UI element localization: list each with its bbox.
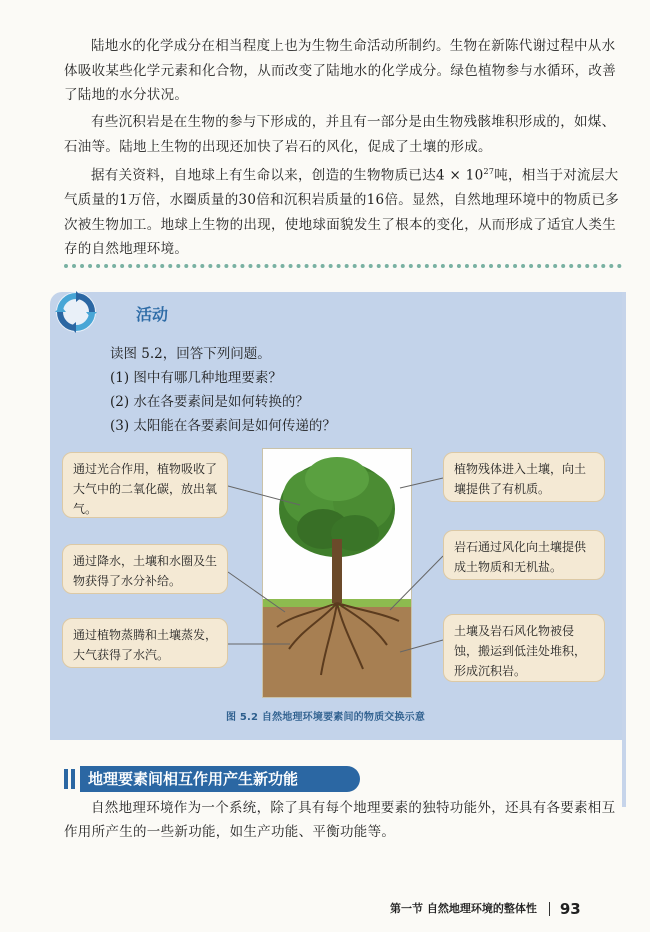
footer-section-label: 第一节 自然地理环境的整体性 [390,902,537,915]
section-heading-title: 地理要素间相互作用产生新功能 [80,766,360,792]
section-heading [64,766,386,792]
page-footer [390,900,581,918]
exponent: 27 [483,167,495,176]
paragraph-3-end: 吨，相当于对流层大气质量的1万倍，水圈质量的30倍和沉积岩质量的16倍。显然，自然地理环境中的物质已多次被生物加工。地球上生物的出现，使地球面貌发生了根本的变化，从而形成了适宜人类生存的自然地理环境。 [64,167,620,257]
body-paragraph-1: 陆地水的化学成分在相当程度上也为生物生命活动所制约。生物在新陈代谢过程中从水体吸收某些化学元素和化合物，从而改变了陆地水的化学成分。绿色植物参与水循环，改善了陆地的水分状况。 [64,38,616,103]
question-1: (1) 图中有哪几种地理要素？ [110,370,282,386]
margin-bar [622,292,626,807]
tree-illustration [262,448,412,698]
tree-soil-drawing [263,449,411,697]
question-3: (3) 太阳能在各要素间是如何传递的？ [110,418,336,434]
page-number: 93 [559,900,581,918]
activity-header [54,290,274,334]
callout-organic-matter: 植物残体进入土壤，向土壤提供了有机质。 [443,452,605,502]
callout-transpiration: 通过植物蒸腾和土壤蒸发，大气获得了水汽。 [62,618,228,668]
body-paragraph-3 [64,160,620,262]
figure-caption: 图 5.2 自然地理环境要素间的物质交换示意 [226,712,426,723]
callout-sedimentary-rock: 土壤及岩石风化物被侵蚀，搬运到低洼处堆积，形成沉积岩。 [443,614,605,682]
callout-precipitation: 通过降水，土壤和水圈及生物获得了水分补给。 [62,544,228,594]
activity-questions [110,342,336,438]
heading-bar-right [71,769,75,789]
section-paragraph: 自然地理环境作为一个系统，除了具有每个地理要素的独特功能外，还具有各要素相互作用所产生的一些新功能，如生产功能、平衡功能等。 [64,800,616,840]
heading-bar-left [64,769,68,789]
activity-intro: 读图 5.2，回答下列问题。 [110,346,271,362]
cycle-arrows-icon [54,290,98,334]
footer-separator [549,902,550,916]
activity-title: 活动 [136,305,169,324]
callout-photosynthesis: 通过光合作用，植物吸收了大气中的二氧化碳，放出氧气。 [62,452,228,518]
body-paragraph-2: 有些沉积岩是在生物的参与下形成的，并且有一部分是由生物残骸堆积形成的，如煤、石油等。陆地上生物的出现还加快了岩石的风化，促成了土壤的形成。 [64,114,616,155]
dotted-divider [64,264,622,268]
callout-weathering: 岩石通过风化向土壤提供成土物质和无机盐。 [443,530,605,580]
question-2: (2) 水在各要素间是如何转换的？ [110,394,309,410]
paragraph-3-start: 据有关资料，自地球上有生命以来，创造的生物物质已达4 × 10 [91,167,484,184]
